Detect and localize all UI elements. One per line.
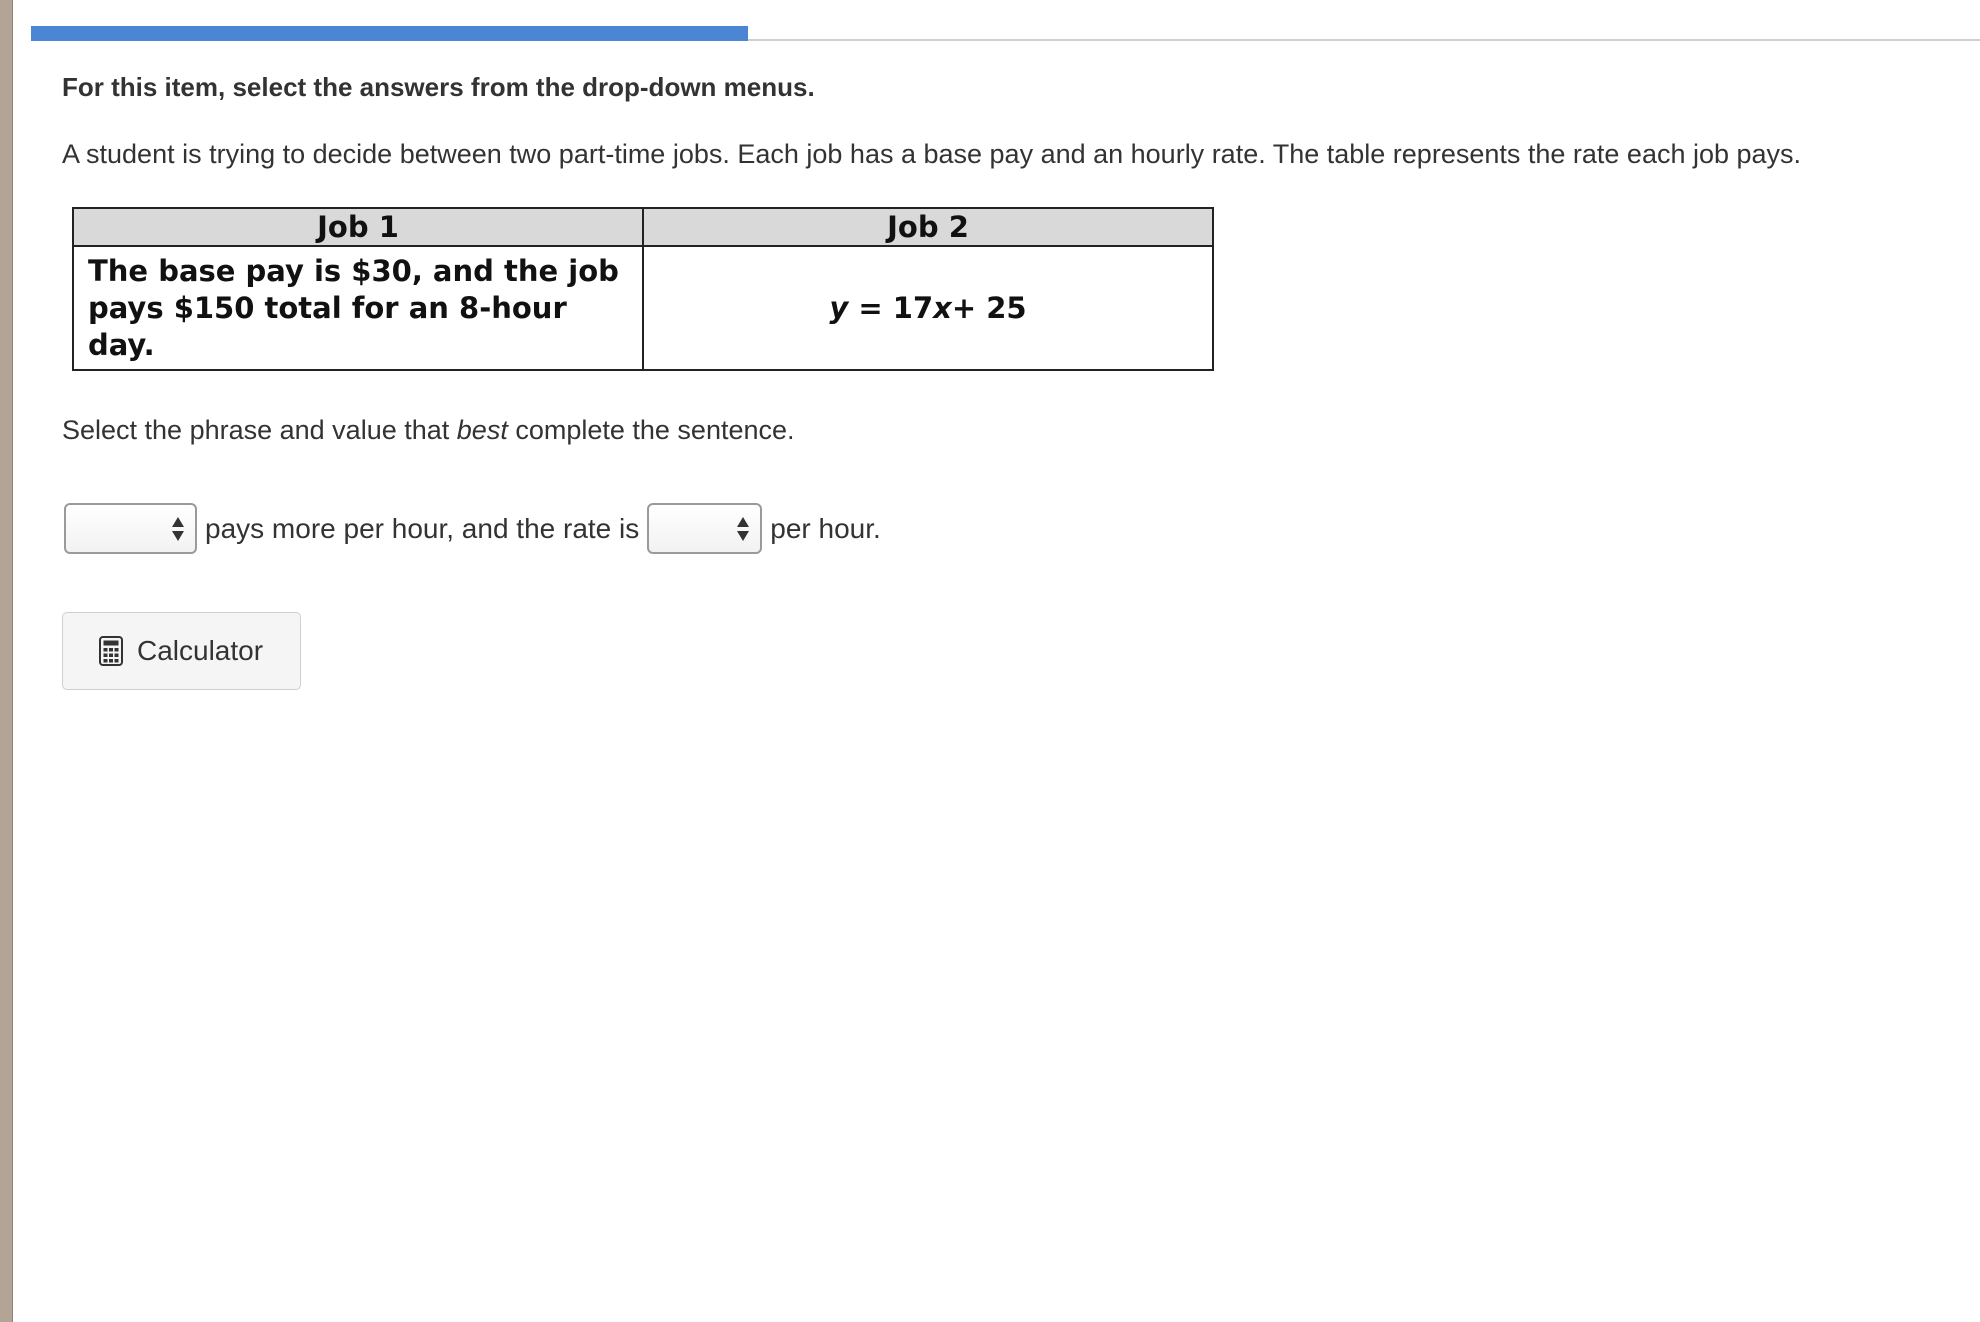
progress-bar-fill: [31, 26, 748, 41]
equation-variable-y: y: [829, 291, 849, 325]
prompt-text-before: Select the phrase and value that: [62, 415, 457, 445]
item-content: [62, 62, 1942, 666]
calculator-icon: [99, 636, 123, 666]
up-down-arrows-icon: [736, 515, 750, 543]
prompt-emphasis: best: [456, 415, 508, 445]
up-down-arrows-icon: [171, 515, 185, 543]
answer-middle-text: pays more per hour, and the rate is: [205, 512, 640, 544]
prompt-text-after: complete the sentence.: [507, 415, 795, 445]
job1-description-line1: The base pay is $30, and the job: [88, 253, 619, 288]
table-row: [73, 246, 1213, 370]
item-instruction: For this item, select the answers from the drop-down menus.: [62, 72, 815, 102]
equation-coefficient: = 17: [848, 291, 934, 325]
sentence-prompt: [62, 412, 795, 448]
equation-variable-x: x: [933, 291, 952, 325]
table-header-row: [73, 208, 1213, 246]
job1-description: [73, 246, 643, 370]
table-header-job2: Job 2: [643, 208, 1213, 246]
table-header-job1: Job 1: [73, 208, 643, 246]
window-left-edge: [0, 0, 13, 1322]
calculator-button[interactable]: [62, 612, 301, 690]
item-stem: A student is trying to decide between two part-time jobs. Each job has a base pay and an hourly rate. The table represents the rate each job pays.: [62, 139, 1802, 169]
answer-end-text: per hour.: [770, 512, 881, 544]
answer-sentence: [64, 503, 889, 554]
jobs-table: [72, 207, 1214, 371]
phrase-dropdown[interactable]: [64, 503, 197, 554]
calculator-label: Calculator: [137, 635, 264, 666]
rate-dropdown[interactable]: [647, 503, 762, 554]
job1-description-line2: pays $150 total for an 8-hour day.: [88, 290, 567, 362]
equation-constant: + 25: [951, 291, 1027, 325]
job2-equation: [643, 246, 1213, 370]
